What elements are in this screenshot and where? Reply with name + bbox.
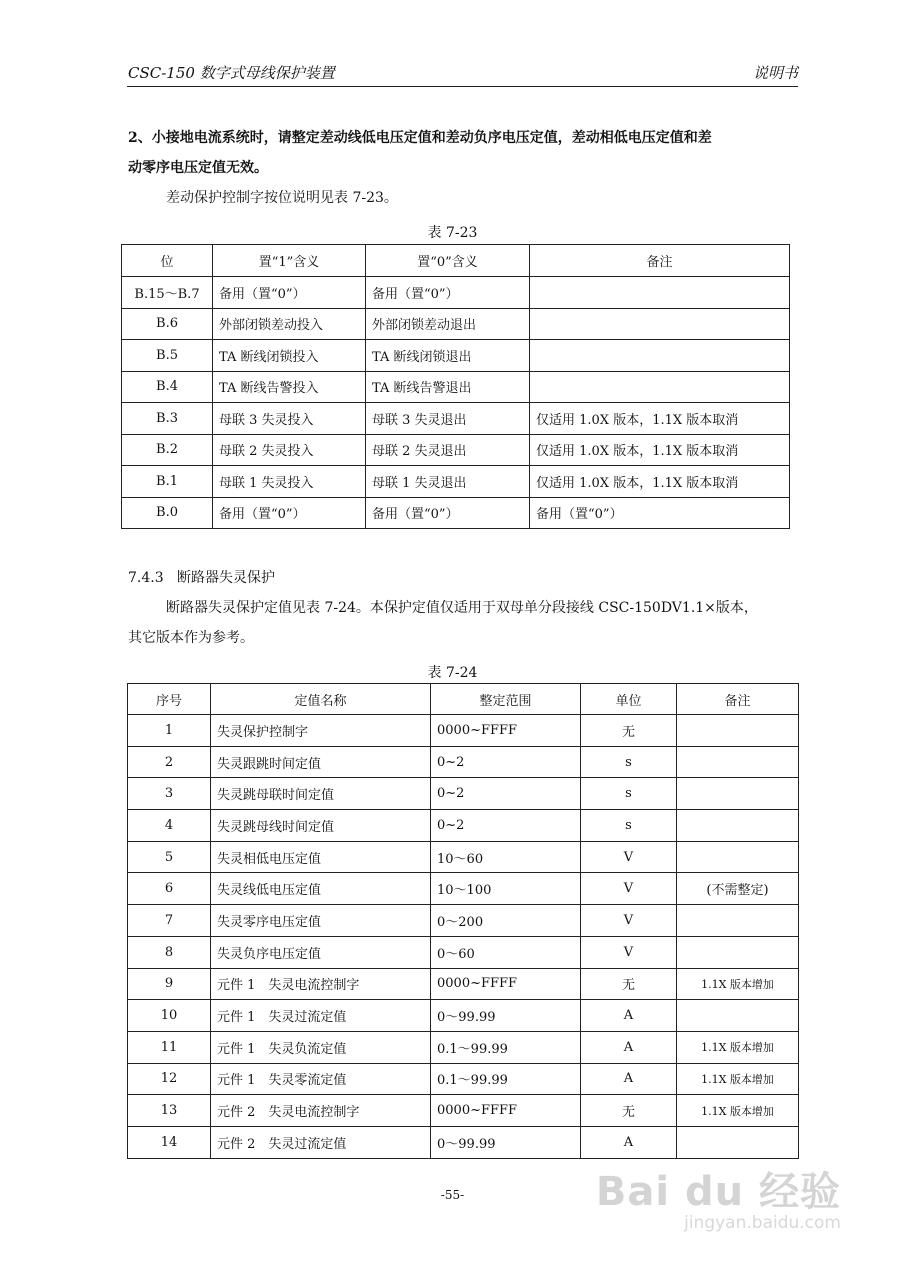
remark-cell: [677, 1000, 799, 1032]
table-row: [122, 277, 790, 309]
index-cell: 8: [128, 936, 211, 968]
range-cell: 0～99.99: [431, 1000, 581, 1032]
unit-cell: s: [581, 810, 677, 842]
intro-7-24-line-1: 断路器失灵保护定值见表 7-24。本保护定值仅适用于双母单分段接线 CSC-150DV1.1×版本，: [166, 600, 758, 616]
unit-cell: A: [581, 1000, 677, 1032]
range-cell: 0~2: [431, 746, 581, 778]
remark-cell: [530, 308, 790, 340]
set1-cell: 备用（置“0”）: [213, 277, 366, 309]
remark-cell: [530, 340, 790, 372]
set0-cell: 母联 2 失灵退出: [366, 434, 530, 466]
remark-cell: 1.1X 版本增加: [677, 1063, 799, 1095]
index-cell: 9: [128, 968, 211, 1000]
table-header-row: [122, 245, 790, 277]
setting-name-cell: 元件 1 失灵过流定值: [211, 1000, 431, 1032]
setting-name-cell: 失灵跟跳时间定值: [211, 746, 431, 778]
remark-cell: [677, 746, 799, 778]
setting-name-cell: 失灵线低电压定值: [211, 873, 431, 905]
table-row: [128, 746, 799, 778]
baidu-watermark: [596, 1160, 841, 1233]
table-row: [128, 1031, 799, 1063]
bit-cell: B.0: [122, 497, 213, 529]
setting-name-cell: 失灵跳母联时间定值: [211, 778, 431, 810]
range-cell: 0~2: [431, 778, 581, 810]
remark-cell: [677, 936, 799, 968]
watermark-url: jingyan.baidu.com: [684, 1213, 841, 1233]
unit-cell: A: [581, 1031, 677, 1063]
intro-7-23: 差动保护控制字按位说明见表 7-23。: [166, 190, 398, 206]
remark-cell: [530, 371, 790, 403]
col-header-remark: 备注: [677, 684, 799, 715]
bit-cell: B.1: [122, 466, 213, 498]
setting-name-cell: 元件 2 失灵电流控制字: [211, 1095, 431, 1127]
setting-name-cell: 元件 1 失灵零流定值: [211, 1063, 431, 1095]
setting-name-cell: 失灵保护控制字: [211, 715, 431, 747]
index-cell: 7: [128, 905, 211, 937]
set0-cell: TA 断线闭锁退出: [366, 340, 530, 372]
table-7-24: [127, 683, 799, 1159]
watermark-brand: Bai du 经验: [595, 1169, 841, 1215]
remark-cell: 1.1X 版本增加: [677, 968, 799, 1000]
setting-name-cell: 元件 1 失灵电流控制字: [211, 968, 431, 1000]
set0-cell: 备用（置“0”）: [366, 277, 530, 309]
table-row: [122, 434, 790, 466]
unit-cell: 无: [581, 715, 677, 747]
section-title: 断路器失灵保护: [176, 570, 275, 586]
table-row: [128, 1095, 799, 1127]
table-7-23: [121, 244, 790, 529]
remark-cell: [677, 810, 799, 842]
range-cell: 0000~FFFF: [431, 968, 581, 1000]
remark-cell: 仅适用 1.0X 版本，1.1X 版本取消: [530, 403, 790, 435]
range-cell: 10～100: [431, 873, 581, 905]
set0-cell: 母联 3 失灵退出: [366, 403, 530, 435]
set0-cell: 母联 1 失灵退出: [366, 466, 530, 498]
col-header-set0: 置“0”含义: [366, 245, 530, 277]
table-row: [122, 403, 790, 435]
table-header-row: [128, 684, 799, 715]
bit-cell: B.15～B.7: [122, 277, 213, 309]
unit-cell: A: [581, 1063, 677, 1095]
intro-7-24-line-2: 其它版本作为参考。: [128, 630, 254, 646]
table-row: [128, 841, 799, 873]
table-row: [122, 371, 790, 403]
remark-cell: 仅适用 1.0X 版本，1.1X 版本取消: [530, 466, 790, 498]
col-header-bit: 位: [122, 245, 213, 277]
remark-cell: [677, 715, 799, 747]
remark-cell: [677, 841, 799, 873]
table-row: [128, 968, 799, 1000]
remark-cell: [530, 277, 790, 309]
table-row: [128, 873, 799, 905]
unit-cell: V: [581, 936, 677, 968]
index-cell: 1: [128, 715, 211, 747]
unit-cell: V: [581, 873, 677, 905]
index-cell: 11: [128, 1031, 211, 1063]
remark-cell: 仅适用 1.0X 版本，1.1X 版本取消: [530, 434, 790, 466]
bit-cell: B.3: [122, 403, 213, 435]
unit-cell: 无: [581, 968, 677, 1000]
col-header-set1: 置“1”含义: [213, 245, 366, 277]
setting-name-cell: 失灵跳母线时间定值: [211, 810, 431, 842]
setting-name-cell: 失灵负序电压定值: [211, 936, 431, 968]
remark-cell: (不需整定): [677, 873, 799, 905]
range-cell: 0000~FFFF: [431, 1095, 581, 1127]
unit-cell: V: [581, 905, 677, 937]
bit-cell: B.2: [122, 434, 213, 466]
section-heading: [128, 568, 275, 588]
header-doc-title: CSC-150 数字式母线保护装置: [128, 64, 335, 82]
setting-name-cell: 元件 1 失灵负流定值: [211, 1031, 431, 1063]
setting-name-cell: 失灵相低电压定值: [211, 841, 431, 873]
range-cell: 0~2: [431, 810, 581, 842]
table-row: [128, 715, 799, 747]
unit-cell: A: [581, 1126, 677, 1158]
set1-cell: 备用（置“0”）: [213, 497, 366, 529]
range-cell: 0.1～99.99: [431, 1031, 581, 1063]
set1-cell: 母联 3 失灵投入: [213, 403, 366, 435]
remark-cell: [677, 1126, 799, 1158]
page-number: -55-: [440, 1188, 465, 1202]
note-line-2: 动零序电压定值无效。: [128, 160, 268, 176]
remark-cell: 1.1X 版本增加: [677, 1095, 799, 1127]
index-cell: 13: [128, 1095, 211, 1127]
set0-cell: 备用（置“0”）: [366, 497, 530, 529]
range-cell: 0.1～99.99: [431, 1063, 581, 1095]
table-row: [122, 466, 790, 498]
set1-cell: TA 断线告警投入: [213, 371, 366, 403]
index-cell: 14: [128, 1126, 211, 1158]
col-header-setting-name: 定值名称: [211, 684, 431, 715]
table-7-23-caption: 表 7-23: [427, 225, 478, 241]
index-cell: 2: [128, 746, 211, 778]
set1-cell: TA 断线闭锁投入: [213, 340, 366, 372]
set0-cell: 外部闭锁差动退出: [366, 308, 530, 340]
set1-cell: 母联 2 失灵投入: [213, 434, 366, 466]
unit-cell: 无: [581, 1095, 677, 1127]
table-row: [122, 308, 790, 340]
col-header-range: 整定范围: [431, 684, 581, 715]
index-cell: 3: [128, 778, 211, 810]
index-cell: 5: [128, 841, 211, 873]
table-row: [128, 905, 799, 937]
range-cell: 0～60: [431, 936, 581, 968]
col-header-index: 序号: [128, 684, 211, 715]
setting-name-cell: 元件 2 失灵过流定值: [211, 1126, 431, 1158]
remark-cell: [677, 778, 799, 810]
bit-cell: B.6: [122, 308, 213, 340]
range-cell: 0～99.99: [431, 1126, 581, 1158]
table-row: [122, 340, 790, 372]
note-line-1: 2、小接地电流系统时，请整定差动线低电压定值和差动负序电压定值，差动相低电压定值和差: [128, 130, 712, 146]
unit-cell: s: [581, 778, 677, 810]
table-row: [128, 1063, 799, 1095]
set1-cell: 母联 1 失灵投入: [213, 466, 366, 498]
setting-name-cell: 失灵零序电压定值: [211, 905, 431, 937]
index-cell: 4: [128, 810, 211, 842]
table-row: [128, 1126, 799, 1158]
table-row: [128, 1000, 799, 1032]
range-cell: 10～60: [431, 841, 581, 873]
col-header-remark: 备注: [530, 245, 790, 277]
table-row: [128, 936, 799, 968]
col-header-unit: 单位: [581, 684, 677, 715]
remark-cell: 备用（置“0”）: [530, 497, 790, 529]
remark-cell: [677, 905, 799, 937]
remark-cell: 1.1X 版本增加: [677, 1031, 799, 1063]
bit-cell: B.5: [122, 340, 213, 372]
index-cell: 12: [128, 1063, 211, 1095]
section-number: 7.4.3: [128, 570, 164, 586]
index-cell: 6: [128, 873, 211, 905]
header-doc-type: 说明书: [752, 64, 798, 82]
set0-cell: TA 断线告警退出: [366, 371, 530, 403]
set1-cell: 外部闭锁差动投入: [213, 308, 366, 340]
range-cell: 0～200: [431, 905, 581, 937]
table-row: [128, 810, 799, 842]
table-row: [122, 497, 790, 529]
table-row: [128, 778, 799, 810]
unit-cell: s: [581, 746, 677, 778]
range-cell: 0000~FFFF: [431, 715, 581, 747]
bit-cell: B.4: [122, 371, 213, 403]
index-cell: 10: [128, 1000, 211, 1032]
table-7-24-caption: 表 7-24: [427, 665, 478, 681]
unit-cell: V: [581, 841, 677, 873]
header-divider: [127, 86, 798, 87]
